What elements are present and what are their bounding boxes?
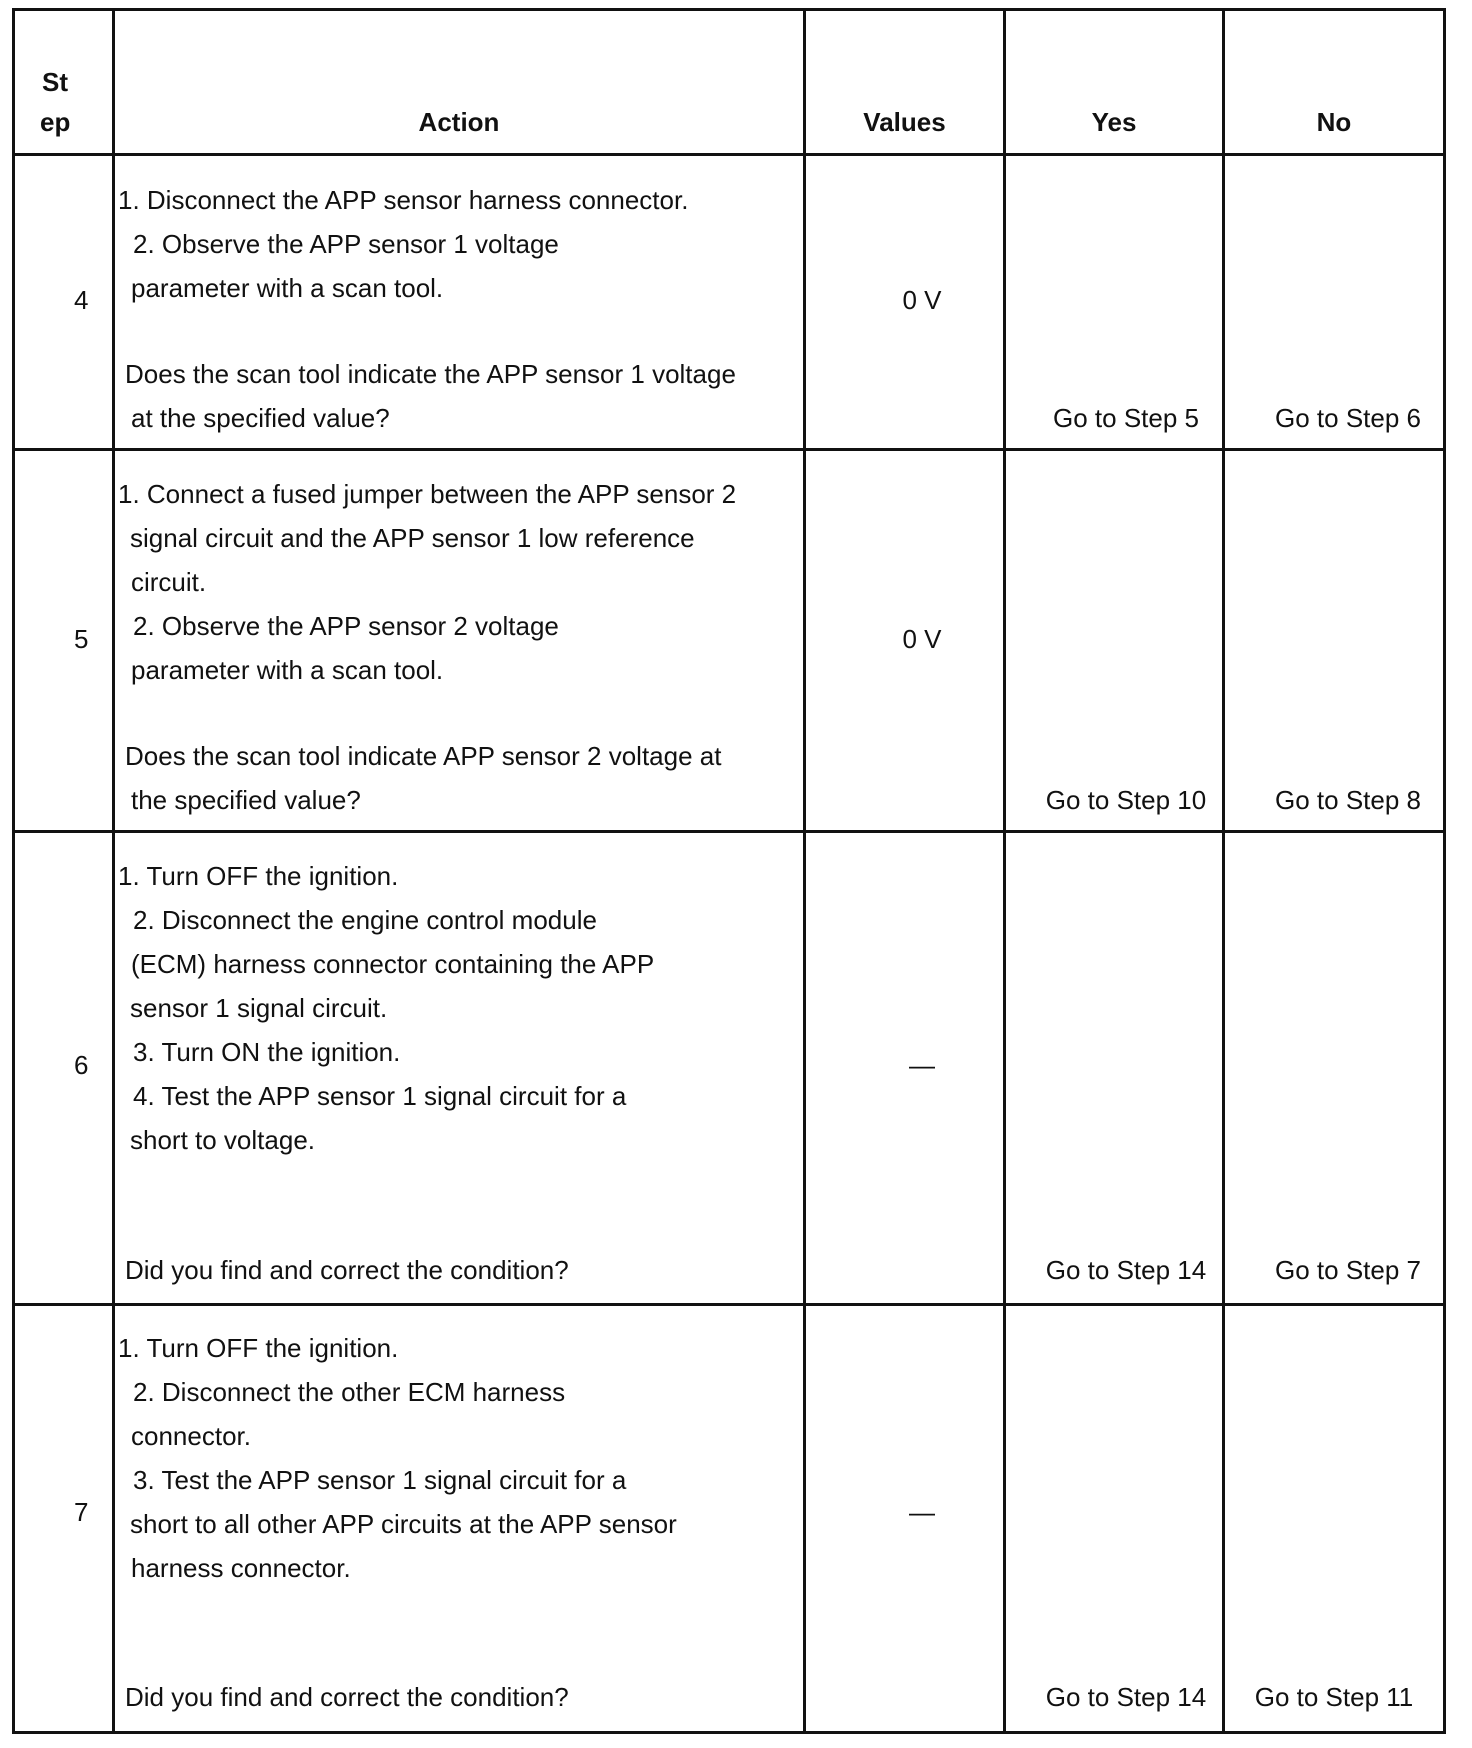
table-border-right xyxy=(1443,8,1446,1734)
header-step-line2: ep xyxy=(40,107,71,137)
action-line: 1. Disconnect the APP sensor harness connector. xyxy=(118,185,689,215)
action-question: Does the scan tool indicate APP sensor 2 voltage at xyxy=(125,741,722,771)
action-line: 1. Turn OFF the ignition. xyxy=(118,861,399,891)
yes-action: Go to Step 14 xyxy=(1045,1255,1207,1285)
action-question: Does the scan tool indicate the APP sensor 1 voltage xyxy=(125,359,736,389)
action-line: 4. Test the APP sensor 1 signal circuit for a xyxy=(133,1081,627,1111)
header-no: No xyxy=(1316,107,1352,137)
action-line: connector. xyxy=(131,1421,251,1451)
table-border-top xyxy=(12,8,1446,11)
header-divider xyxy=(12,153,1446,156)
header-action: Action xyxy=(418,107,500,137)
table-border-left xyxy=(12,8,15,1734)
no-action: Go to Step 6 xyxy=(1275,403,1421,433)
value-cell: 0 V xyxy=(902,624,942,654)
value-cell: — xyxy=(909,1050,935,1080)
action-line: short to all other APP circuits at the APP sensor xyxy=(130,1509,677,1539)
action-line: 2. Observe the APP sensor 2 voltage xyxy=(133,611,559,641)
column-divider xyxy=(803,8,806,1734)
action-line: 3. Test the APP sensor 1 signal circuit for a xyxy=(133,1465,627,1495)
action-line: circuit. xyxy=(131,567,207,597)
yes-action: Go to Step 14 xyxy=(1045,1682,1207,1712)
action-line: 1. Turn OFF the ignition. xyxy=(118,1333,399,1363)
action-line: parameter with a scan tool. xyxy=(131,273,444,303)
value-cell: — xyxy=(909,1497,935,1527)
action-question: the specified value? xyxy=(131,785,361,815)
action-line: 2. Disconnect the other ECM harness xyxy=(133,1377,566,1407)
step-number: 5 xyxy=(74,624,89,654)
yes-action: Go to Step 5 xyxy=(1053,403,1199,433)
header-values: Values xyxy=(863,107,946,137)
action-line: 1. Connect a fused jumper between the APP sensor 2 xyxy=(118,479,737,509)
action-line: sensor 1 signal circuit. xyxy=(130,993,388,1023)
action-line: 2. Observe the APP sensor 1 voltage xyxy=(133,229,559,259)
no-action: Go to Step 7 xyxy=(1275,1255,1421,1285)
action-question: Did you find and correct the condition? xyxy=(125,1255,569,1285)
row-divider xyxy=(12,1303,1446,1306)
table-border-bottom xyxy=(12,1731,1446,1734)
action-line: parameter with a scan tool. xyxy=(131,655,444,685)
row-divider xyxy=(12,448,1446,451)
row-divider xyxy=(12,830,1446,833)
column-divider xyxy=(1003,8,1006,1734)
yes-action: Go to Step 10 xyxy=(1045,785,1207,815)
step-number: 4 xyxy=(74,285,89,315)
column-divider xyxy=(112,8,115,1734)
action-question: Did you find and correct the condition? xyxy=(125,1682,569,1712)
column-divider xyxy=(1222,8,1225,1734)
action-line: 2. Disconnect the engine control module xyxy=(133,905,597,935)
action-line: 3. Turn ON the ignition. xyxy=(133,1037,401,1067)
no-action: Go to Step 8 xyxy=(1275,785,1421,815)
step-number: 6 xyxy=(74,1050,89,1080)
action-line: harness connector. xyxy=(131,1553,351,1583)
action-question: at the specified value? xyxy=(131,403,390,433)
header-step-line1: St xyxy=(42,67,68,97)
action-line: short to voltage. xyxy=(130,1125,315,1155)
value-cell: 0 V xyxy=(902,285,942,315)
no-action: Go to Step 11 xyxy=(1254,1682,1414,1712)
step-number: 7 xyxy=(74,1497,89,1527)
action-line: signal circuit and the APP sensor 1 low reference xyxy=(130,523,695,553)
action-line: (ECM) harness connector containing the APP xyxy=(131,949,655,979)
header-yes: Yes xyxy=(1091,107,1137,137)
